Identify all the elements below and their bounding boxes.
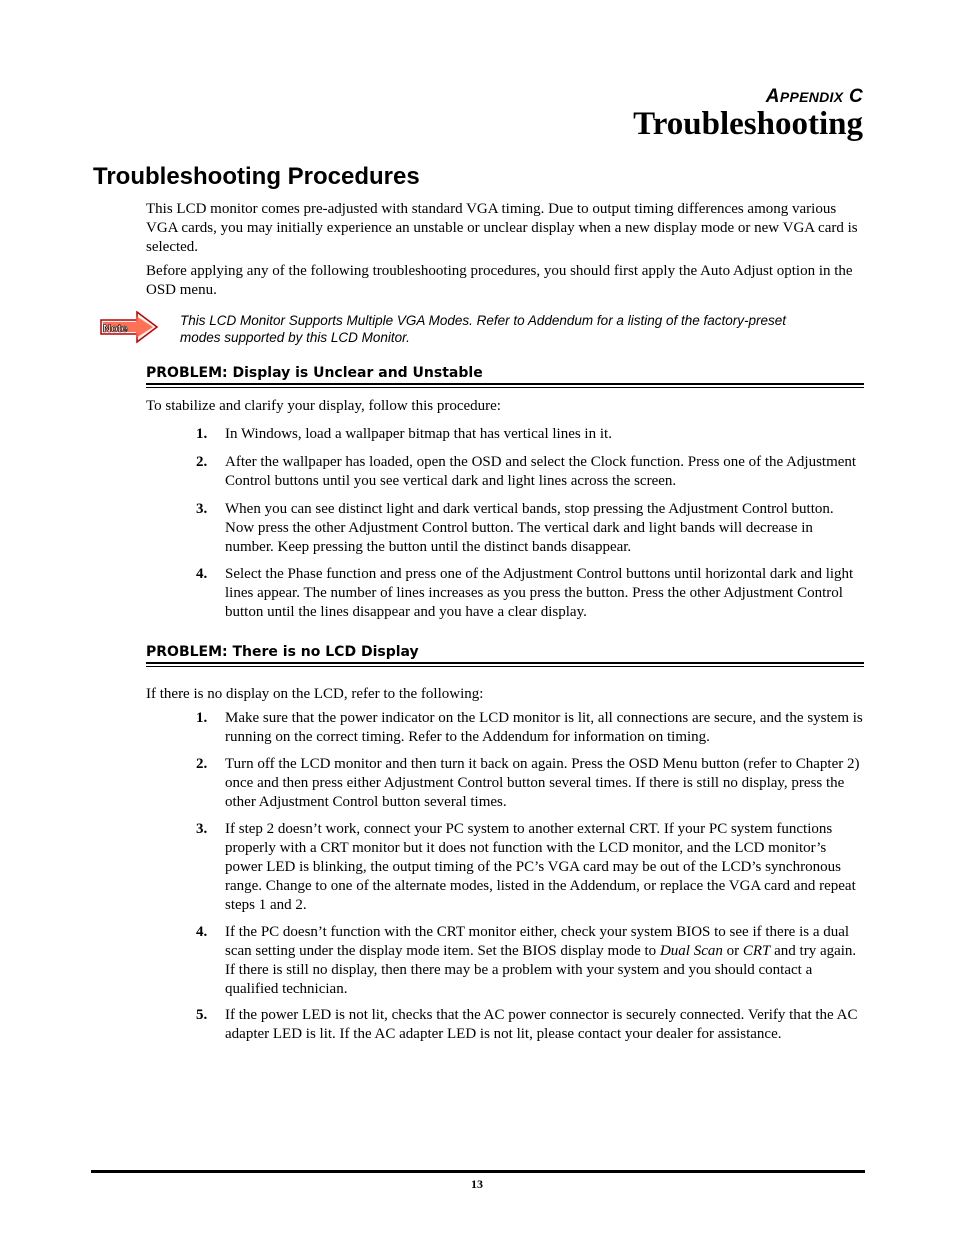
list-number: 5.	[196, 1007, 208, 1023]
chapter-title: Troubleshooting	[633, 106, 863, 142]
list-item	[196, 425, 864, 444]
problem-heading-no-display: PROBLEM: There is no LCD Display	[146, 644, 419, 660]
list-number: 3.	[196, 821, 208, 837]
crt-term: CRT	[742, 943, 771, 959]
list-item	[196, 820, 864, 915]
list-number: 2.	[196, 756, 208, 772]
list-number: 4.	[196, 566, 208, 582]
list-item	[196, 1006, 864, 1044]
footer-rule	[91, 1170, 865, 1173]
problem-heading-unclear: PROBLEM: Display is Unclear and Unstable	[146, 365, 483, 381]
list-text: If the PC doesn’t function with the CRT monitor either, check your system BIOS to see if there is a dual scan setting under the display mode item. Set the BIOS display mode to Dual Scan or CRT and try again. If there is still no display, then there may be a problem with your system and you should contact a qualified technician.	[225, 924, 857, 997]
list-item	[196, 500, 864, 557]
list-number: 1.	[196, 426, 208, 442]
list-number: 2.	[196, 454, 208, 470]
list-item	[196, 755, 864, 812]
list-item	[196, 923, 864, 999]
heading-rule	[146, 662, 864, 667]
list-item	[196, 709, 864, 747]
note-arrow-icon	[99, 310, 159, 344]
list-text: In Windows, load a wallpaper bitmap that has vertical lines in it.	[225, 426, 612, 442]
note-text: This LCD Monitor Supports Multiple VGA Modes. Refer to Addendum for a listing of the factory-preset modes supported by this LCD Monitor.	[180, 313, 787, 345]
intro-paragraph: This LCD monitor comes pre-adjusted with standard VGA timing. Due to output timing differences among various VGA cards, you may initially experience an unstable or unclear display when a new display mode or new VGA card is selected.	[146, 201, 858, 255]
list-text: If step 2 doesn’t work, connect your PC system to another external CRT. If your PC system functions properly with a CRT monitor but it does not function with the LCD monitor, and the LCD monitor’s power LED is blinking, the output timing of the PC’s VGA card may be out of the LCD’s synchronous range. Change to one of the alternate modes, listed in the Addendum, or replace the VGA card and repeat steps 1 and 2.	[225, 821, 856, 913]
list-text: When you can see distinct light and dark vertical bands, stop pressing the Adjustment Control button. Now press the other Adjustment Control button. The vertical dark and light bands will decrease in number. Keep pressing the button until the distinct bands disappear.	[225, 501, 834, 555]
list-item	[196, 565, 864, 622]
before-paragraph: Before applying any of the following troubleshooting procedures, you should first apply the Auto Adjust option in the OSD menu.	[146, 263, 853, 298]
heading-rule	[146, 383, 864, 388]
problem2-lead: If there is no display on the LCD, refer to the following:	[146, 686, 484, 702]
problem1-lead: To stabilize and clarify your display, follow this procedure:	[146, 398, 501, 414]
page-number: 13	[471, 1177, 483, 1191]
appendix-label: APPENDIX C	[765, 86, 863, 107]
list-text: Select the Phase function and press one of the Adjustment Control buttons until horizontal dark and light lines appear. The number of lines increases as you press the button. Press the other Adjustment Control button until the lines disappear and you have a clear display.	[225, 566, 854, 620]
list-text: Turn off the LCD monitor and then turn it back on again. Press the OSD Menu button (refer to Chapter 2) once and then press either Adjustment Control button several times. If there is still no display, press the other Adjustment Control button several times.	[225, 756, 860, 810]
list-text: Make sure that the power indicator on the LCD monitor is lit, all connections are secure, and the system is running on the correct timing. Refer to the Addendum for information on timing.	[225, 710, 863, 745]
list-number: 4.	[196, 924, 208, 940]
list-text: If the power LED is not lit, checks that the AC power connector is securely connected. Verify that the AC adapter LED is lit. If the AC adapter LED is not lit, please contact your dealer for assistance.	[225, 1007, 858, 1042]
list-number: 3.	[196, 501, 208, 517]
section-title: Troubleshooting Procedures	[93, 163, 420, 190]
note-icon-label: Note	[103, 323, 128, 335]
dual-scan-term: Dual Scan	[659, 943, 723, 959]
list-number: 1.	[196, 710, 208, 726]
list-item	[196, 453, 864, 491]
list-text: After the wallpaper has loaded, open the OSD and select the Clock function. Press one of the Adjustment Control buttons until you see vertical dark and light lines across the screen.	[225, 454, 857, 489]
